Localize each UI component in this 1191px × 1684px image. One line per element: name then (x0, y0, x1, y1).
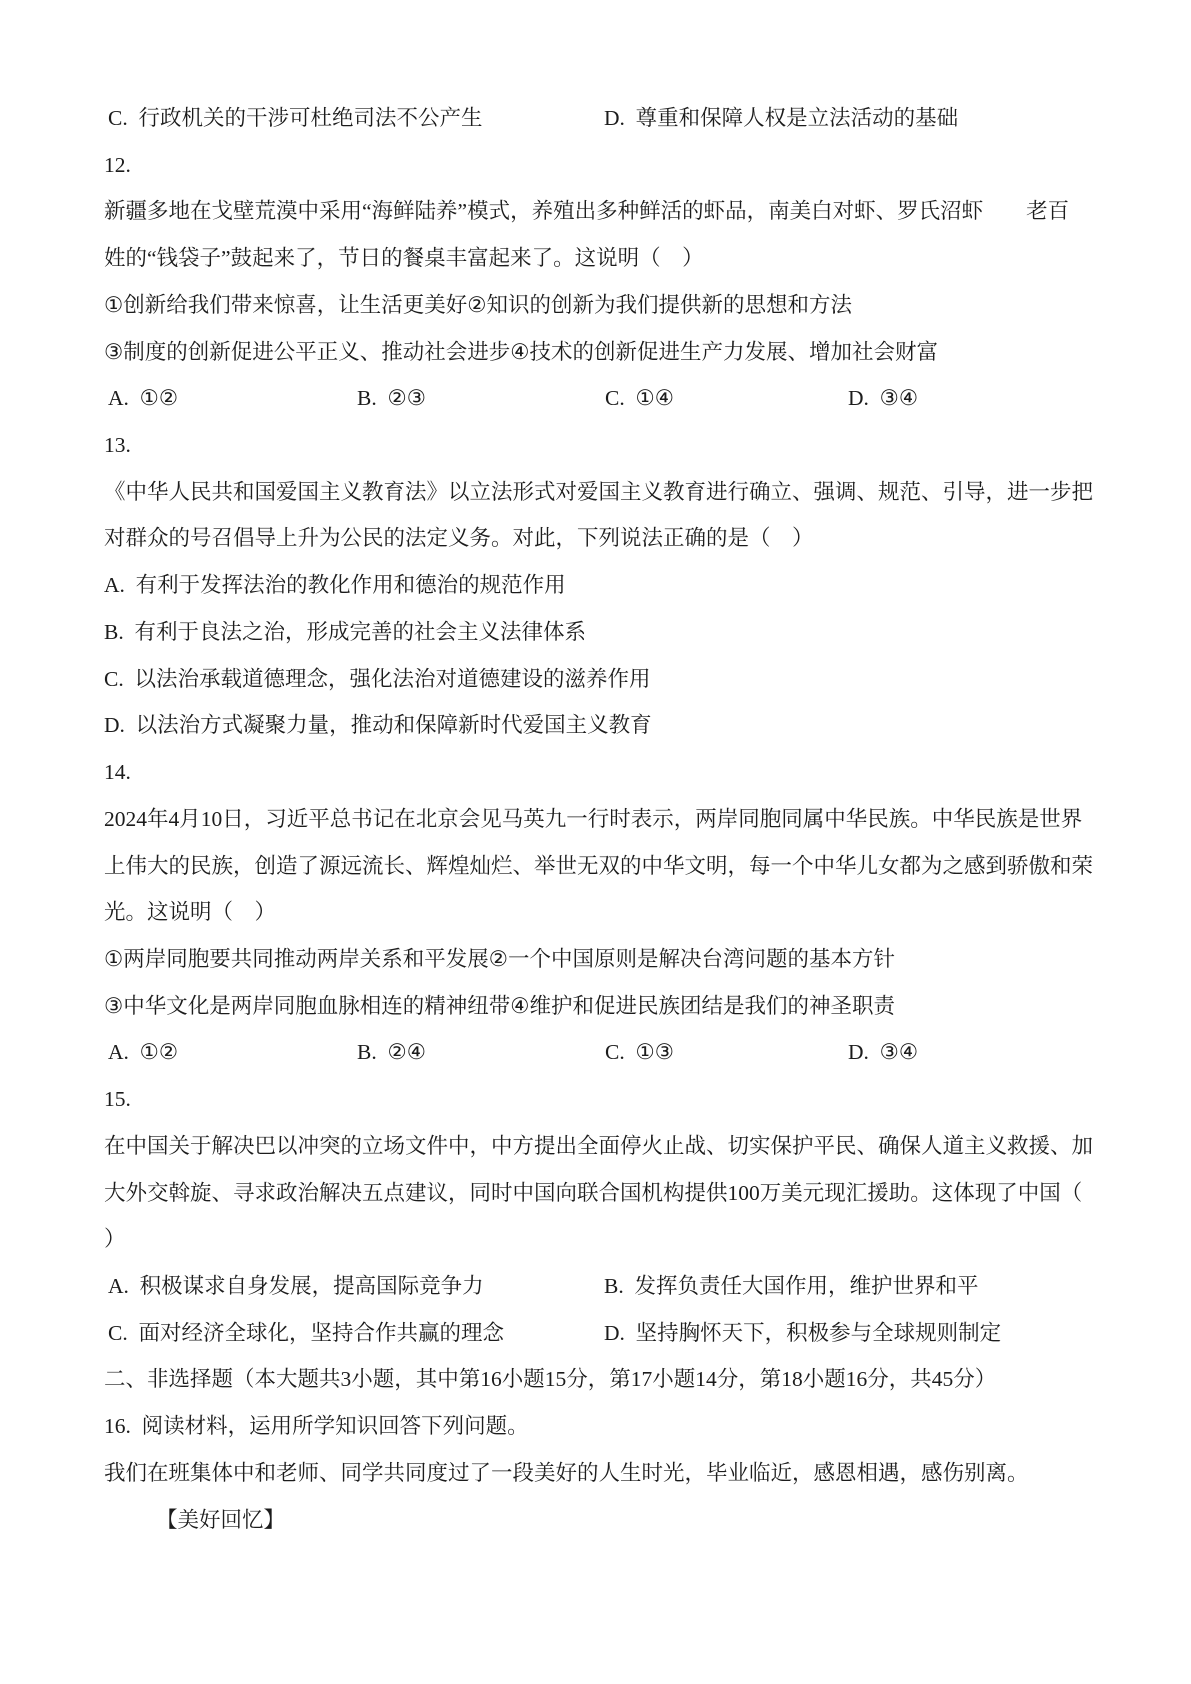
q13-option-d: D. 以法治方式凝聚力量，推动和保障新时代爱国主义教育 (104, 713, 652, 738)
q14-option-a: A. ①② (108, 1040, 179, 1065)
q14-option-c: C. ①③ (605, 1040, 675, 1065)
q15-option-a: A. 积极谋求自身发展，提高国际竞争力 (108, 1273, 484, 1298)
q14-number: 14. (104, 760, 131, 785)
q12-option-b: B. ②③ (357, 386, 427, 411)
q15-stem-line2: 大外交斡旋、寻求政治解决五点建议，同时中国向联合国机构提供100万美元现汇援助。这体现了中国（ (104, 1180, 1083, 1205)
q15-stem-line3: ） (104, 1227, 126, 1252)
q16-intro: 16. 阅读材料，运用所学知识回答下列问题。 (104, 1414, 529, 1439)
q14-items-line2: ③中华文化是两岸同胞血脉相连的精神纽带④维护和促进民族团结是我们的神圣职责 (104, 993, 896, 1018)
q12-items-line2: ③制度的创新促进公平正义、推动社会进步④技术的创新促进生产力发展、增加社会财富 (104, 339, 939, 364)
q12-option-d: D. ③④ (848, 386, 919, 411)
q13-option-c: C. 以法治承载道德理念，强化法治对道德建设的滋养作用 (104, 666, 651, 691)
q12-number: 12. (104, 152, 131, 177)
q15-option-d: D. 坚持胸怀天下，积极参与全球规则制定 (604, 1320, 1002, 1345)
q14-option-b: B. ②④ (357, 1040, 427, 1065)
q12-items-line1: ①创新给我们带来惊喜，让生活更美好②知识的创新为我们提供新的思想和方法 (104, 292, 853, 317)
section2-header: 二、非选择题（本大题共3小题，其中第16小题15分，第17小题14分，第18小题16分，共45分） (104, 1367, 997, 1392)
q15-number: 15. (104, 1087, 131, 1112)
q14-options-row (104, 1029, 1096, 1076)
q13-option-a: A. 有利于发挥法治的教化作用和德治的规范作用 (104, 573, 566, 598)
q13-stem-line1: 《中华人民共和国爱国主义教育法》以立法形式对爱国主义教育进行确立、强调、规范、引导，进一步把 (104, 479, 1094, 504)
q14-option-d: D. ③④ (848, 1040, 919, 1065)
q12-stem-line1: 新疆多地在戈壁荒漠中采用“海鲜陆养”模式，养殖出多种鲜活的虾品，南美白对虾、罗氏沼虾 老百 (104, 199, 1070, 224)
q12-stem-line2: 姓的“钱袋子”鼓起来了，节日的餐桌丰富起来了。这说明（ ） (104, 246, 704, 271)
q16-subheading: 【美好回忆】 (156, 1507, 286, 1532)
q14-stem-line1: 2024年4月10日，习近平总书记在北京会见马英九一行时表示，两岸同胞同属中华民族。中华民族是世界 (104, 806, 1083, 831)
q15-option-b: B. 发挥负责任大国作用，维护世界和平 (604, 1273, 979, 1298)
q13-option-b: B. 有利于良法之治，形成完善的社会主义法律体系 (104, 619, 586, 644)
q15-option-c: C. 面对经济全球化，坚持合作共赢的理念 (108, 1320, 504, 1345)
q14-stem-line2: 上伟大的民族，创造了源远流长、辉煌灿烂、举世无双的中华文明，每一个中华儿女都为之感到骄傲和荣 (104, 853, 1094, 878)
q13-number: 13. (104, 433, 131, 458)
q11-options-cd-row (104, 95, 1096, 142)
q16-material: 我们在班集体中和老师、同学共同度过了一段美好的人生时光，毕业临近，感恩相遇，感伤别离。 (104, 1460, 1029, 1485)
q14-items-line1: ①两岸同胞要共同推动两岸关系和平发展②一个中国原则是解决台湾问题的基本方针 (104, 946, 896, 971)
q12-option-a: A. ①② (108, 386, 179, 411)
exam-content (104, 95, 1096, 1543)
q12-option-c: C. ①④ (605, 386, 675, 411)
q11-option-c: C. 行政机关的干涉可杜绝司法不公产生 (108, 106, 483, 130)
q15-options-ab-row (104, 1263, 1096, 1310)
q15-options-cd-row (104, 1310, 1096, 1357)
q13-stem-line2: 对群众的号召倡导上升为公民的法定义务。对此，下列说法正确的是（ ） (104, 526, 814, 551)
q15-stem-line1: 在中国关于解决巴以冲突的立场文件中，中方提出全面停火止战、切实保护平民、确保人道主义救援、加 (104, 1133, 1094, 1158)
q14-stem-line3: 光。这说明（ ） (104, 900, 277, 925)
q11-option-d: D. 尊重和保障人权是立法活动的基础 (604, 106, 959, 130)
q12-options-row (104, 375, 1096, 422)
